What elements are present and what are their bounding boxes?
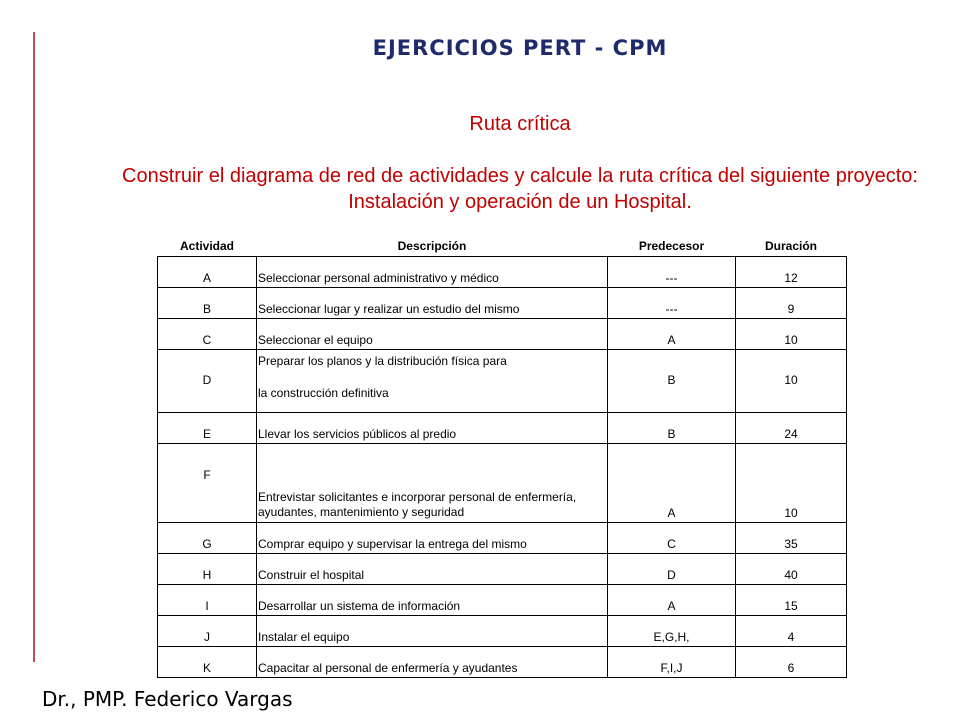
cell-duration: 40 <box>736 554 847 585</box>
cell-duration: 10 <box>736 350 847 413</box>
cell-predecessor: A <box>608 319 736 350</box>
header-duration: Duración <box>736 236 847 257</box>
cell-duration: 9 <box>736 288 847 319</box>
table-row <box>158 288 847 319</box>
cell-predecessor: D <box>608 554 736 585</box>
cell-duration: 6 <box>736 647 847 678</box>
cell-activity: J <box>158 616 257 647</box>
table-header-row <box>158 236 847 257</box>
page-title: EJERCICIOS PERT - CPM <box>372 36 668 60</box>
table-row <box>158 554 847 585</box>
cell-activity: F <box>158 444 257 523</box>
cell-activity: A <box>158 257 257 288</box>
table-row <box>158 413 847 444</box>
table-row <box>158 257 847 288</box>
cell-activity: E <box>158 413 257 444</box>
project-name: Instalación y operación de un Hospital. <box>348 191 692 213</box>
cell-description: Entrevistar solicitantes e incorporar personal de enfermería, ayudantes, mantenimiento y seguridad <box>257 444 608 523</box>
cell-activity: K <box>158 647 257 678</box>
cell-activity: D <box>158 350 257 413</box>
header-activity: Actividad <box>158 236 257 257</box>
cell-predecessor: A <box>608 444 736 523</box>
instructions-part1: Construir el diagrama de red de actividades y calcule la ruta crítica del siguiente proyecto: <box>122 165 918 187</box>
author-footer: Dr., PMP. Federico Vargas <box>42 687 293 711</box>
cell-activity: B <box>158 288 257 319</box>
description-line-1: Preparar los planos y la distribución física para <box>258 354 507 368</box>
cell-description: Seleccionar personal administrativo y médico <box>257 257 608 288</box>
cell-description: Construir el hospital <box>257 554 608 585</box>
cell-duration: 4 <box>736 616 847 647</box>
cell-duration: 35 <box>736 523 847 554</box>
cell-predecessor: F,I,J <box>608 647 736 678</box>
cell-activity: H <box>158 554 257 585</box>
cell-description: Capacitar al personal de enfermería y ayudantes <box>257 647 608 678</box>
table-row <box>158 523 847 554</box>
cell-duration: 24 <box>736 413 847 444</box>
cell-description: Desarrollar un sistema de información <box>257 585 608 616</box>
cell-activity: C <box>158 319 257 350</box>
cell-predecessor: E,G,H, <box>608 616 736 647</box>
cell-activity: I <box>158 585 257 616</box>
cell-predecessor: C <box>608 523 736 554</box>
cell-duration: 10 <box>736 319 847 350</box>
cell-predecessor: --- <box>608 288 736 319</box>
cell-description: Seleccionar lugar y realizar un estudio del mismo <box>257 288 608 319</box>
cell-description: Llevar los servicios públicos al predio <box>257 413 608 444</box>
cell-description: Comprar equipo y supervisar la entrega del mismo <box>257 523 608 554</box>
cell-duration: 15 <box>736 585 847 616</box>
activities-table <box>157 236 847 678</box>
header-predecessor: Predecesor <box>608 236 736 257</box>
cell-predecessor: A <box>608 585 736 616</box>
table-row <box>158 616 847 647</box>
cell-predecessor: --- <box>608 257 736 288</box>
cell-duration: 10 <box>736 444 847 523</box>
instructions-text <box>120 163 920 215</box>
cell-predecessor: B <box>608 413 736 444</box>
cell-predecessor: B <box>608 350 736 413</box>
table-row <box>158 444 847 523</box>
header-description: Descripción <box>257 236 608 257</box>
cell-duration: 12 <box>736 257 847 288</box>
table-row <box>158 319 847 350</box>
description-line-2: la construcción definitiva <box>258 386 389 400</box>
cell-description: Instalar el equipo <box>257 616 608 647</box>
section-subtitle: Ruta crítica <box>469 113 571 135</box>
cell-description: Seleccionar el equipo <box>257 319 608 350</box>
cell-description <box>257 350 608 413</box>
table-row <box>158 585 847 616</box>
cell-activity: G <box>158 523 257 554</box>
table-row <box>158 647 847 678</box>
table-row <box>158 350 847 413</box>
